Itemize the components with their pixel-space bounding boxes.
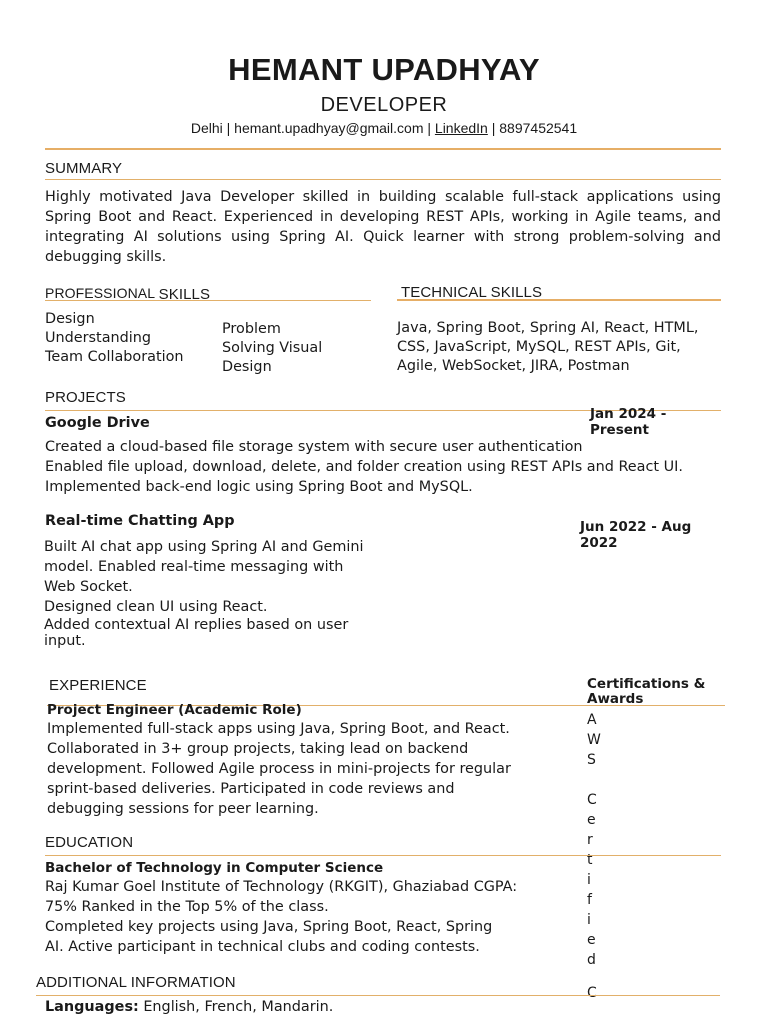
date-line: Jun 2022 - Aug (580, 519, 692, 535)
certifications-heading-line: Awards (587, 691, 644, 707)
header-divider (45, 148, 721, 150)
project-description-google-drive (45, 437, 683, 497)
project-date-google-drive (590, 406, 666, 438)
candidate-name: HEMANT UPADHYAY (228, 52, 540, 87)
skill-item: Team Collaboration (45, 349, 184, 365)
experience-line: development. Followed Agile process in mini-projects for regular (47, 761, 511, 777)
cert-char: f (587, 892, 592, 908)
project-line: Designed clean UI using React. (44, 599, 268, 615)
experience-line: sprint-based deliveries. Participated in code reviews and (47, 781, 455, 797)
skill-item: Design (45, 311, 95, 327)
cert-char: d (587, 952, 596, 968)
summary-divider (45, 179, 721, 180)
candidate-role: DEVELOPER (320, 94, 448, 116)
contact-line (0, 120, 768, 136)
professional-skills-col2 (222, 320, 322, 377)
education-description (45, 877, 517, 957)
project-line: model. Enabled real-time messaging with (44, 559, 344, 575)
date-line: 2022 (580, 535, 618, 551)
project-line: Built AI chat app using Spring AI and Gemini (44, 539, 364, 555)
project-description-chatting-app (44, 537, 364, 649)
contact-phone: | 8897452541 (487, 120, 578, 136)
education-title: Bachelor of Technology in Computer Science (45, 860, 384, 876)
technical-skills-divider (397, 299, 721, 301)
cert-char: W (587, 732, 601, 748)
professional-skills-col1 (45, 310, 184, 367)
project-line: Created a cloud-based file storage system with secure user authentication (45, 439, 583, 455)
education-line: 75% Ranked in the Top 5% of the class. (45, 899, 329, 915)
skill-item: Solving Visual (222, 340, 323, 356)
skill-item: Understanding (45, 330, 152, 346)
experience-line: Collaborated in 3+ group projects, taking lead on backend (47, 741, 469, 757)
additional-info-heading: ADDITIONAL INFORMATION (36, 974, 236, 991)
certifications-vertical-text (587, 710, 607, 1003)
linkedin-link[interactable]: LinkedIn (434, 120, 488, 136)
skill-item: Problem (222, 321, 281, 337)
technical-skills-line: Agile, WebSocket, JIRA, Postman (397, 358, 630, 374)
cert-char: C (587, 792, 597, 808)
cert-char: i (587, 872, 591, 888)
certifications-heading-line: Certifications & (587, 676, 706, 692)
education-line: AI. Active participant in technical clubs and coding contests. (45, 939, 480, 955)
languages-label: Languages: (45, 999, 139, 1015)
experience-description (47, 719, 511, 819)
education-line: Raj Kumar Goel Institute of Technology (RKGIT), Ghaziabad CGPA: (45, 879, 518, 895)
languages-line (45, 997, 333, 1017)
technical-skills-line: CSS, JavaScript, MySQL, REST APIs, Git, (397, 339, 681, 355)
project-date-chatting-app (580, 519, 691, 551)
education-divider (45, 855, 721, 856)
cert-char: e (587, 932, 596, 948)
cert-char: C (587, 985, 597, 1001)
experience-heading: EXPERIENCE (49, 677, 147, 694)
professional-skills-heading-a: PROFESSIONAL (45, 285, 155, 301)
skill-item: Design (222, 359, 272, 375)
technical-skills-line: Java, Spring Boot, Spring AI, React, HTML, (397, 320, 699, 336)
experience-line: debugging sessions for peer learning. (47, 801, 319, 817)
summary-text: Highly motivated Java Developer skilled in building scalable full-stack applications using Spring Boot and React. Experienced in developing REST APIs, working in Agile teams, and integrating AI solutions using Spring AI. Quick learner with strong problem-solving and debugging skills. (45, 189, 721, 265)
date-line: Jan 2024 - (590, 406, 667, 422)
education-line: Completed key projects using Java, Spring Boot, React, Spring (45, 919, 493, 935)
project-title-google-drive: Google Drive (45, 415, 150, 431)
project-line: Added contextual AI replies based on user (44, 617, 349, 633)
cert-char: S (587, 752, 596, 768)
date-line: Present (590, 422, 649, 438)
technical-skills-list (397, 319, 698, 376)
experience-title: Project Engineer (Academic Role) (47, 702, 302, 718)
cert-char: r (587, 832, 593, 848)
certifications-heading (587, 677, 705, 707)
project-line: Web Socket. (44, 579, 133, 595)
technical-skills-heading: TECHNICAL SKILLS (401, 284, 543, 301)
professional-skills-divider (45, 300, 371, 301)
cert-char: t (587, 852, 593, 868)
cert-char: A (587, 712, 597, 728)
project-line: Enabled file upload, download, delete, and folder creation using REST APIs and React UI. (45, 459, 683, 475)
summary-heading: SUMMARY (45, 160, 123, 177)
project-title-chatting-app: Real-time Chatting App (45, 513, 235, 529)
additional-info-divider (36, 995, 720, 996)
project-line: Implemented back-end logic using Spring Boot and MySQL. (45, 479, 473, 495)
cert-char: i (587, 912, 591, 928)
cert-char: e (587, 812, 596, 828)
contact-location-email: Delhi | hemant.upadhyay@gmail.com | (190, 120, 435, 136)
professional-skills-heading-b: SKILLS (158, 286, 211, 303)
experience-line: Implemented full-stack apps using Java, Spring Boot, and React. (47, 721, 510, 737)
languages-value: English, French, Mandarin. (138, 999, 334, 1015)
project-line: input. (44, 633, 86, 649)
education-heading: EDUCATION (45, 834, 134, 851)
cert-char (587, 770, 607, 790)
cert-char (587, 970, 607, 983)
projects-heading: PROJECTS (45, 389, 126, 406)
